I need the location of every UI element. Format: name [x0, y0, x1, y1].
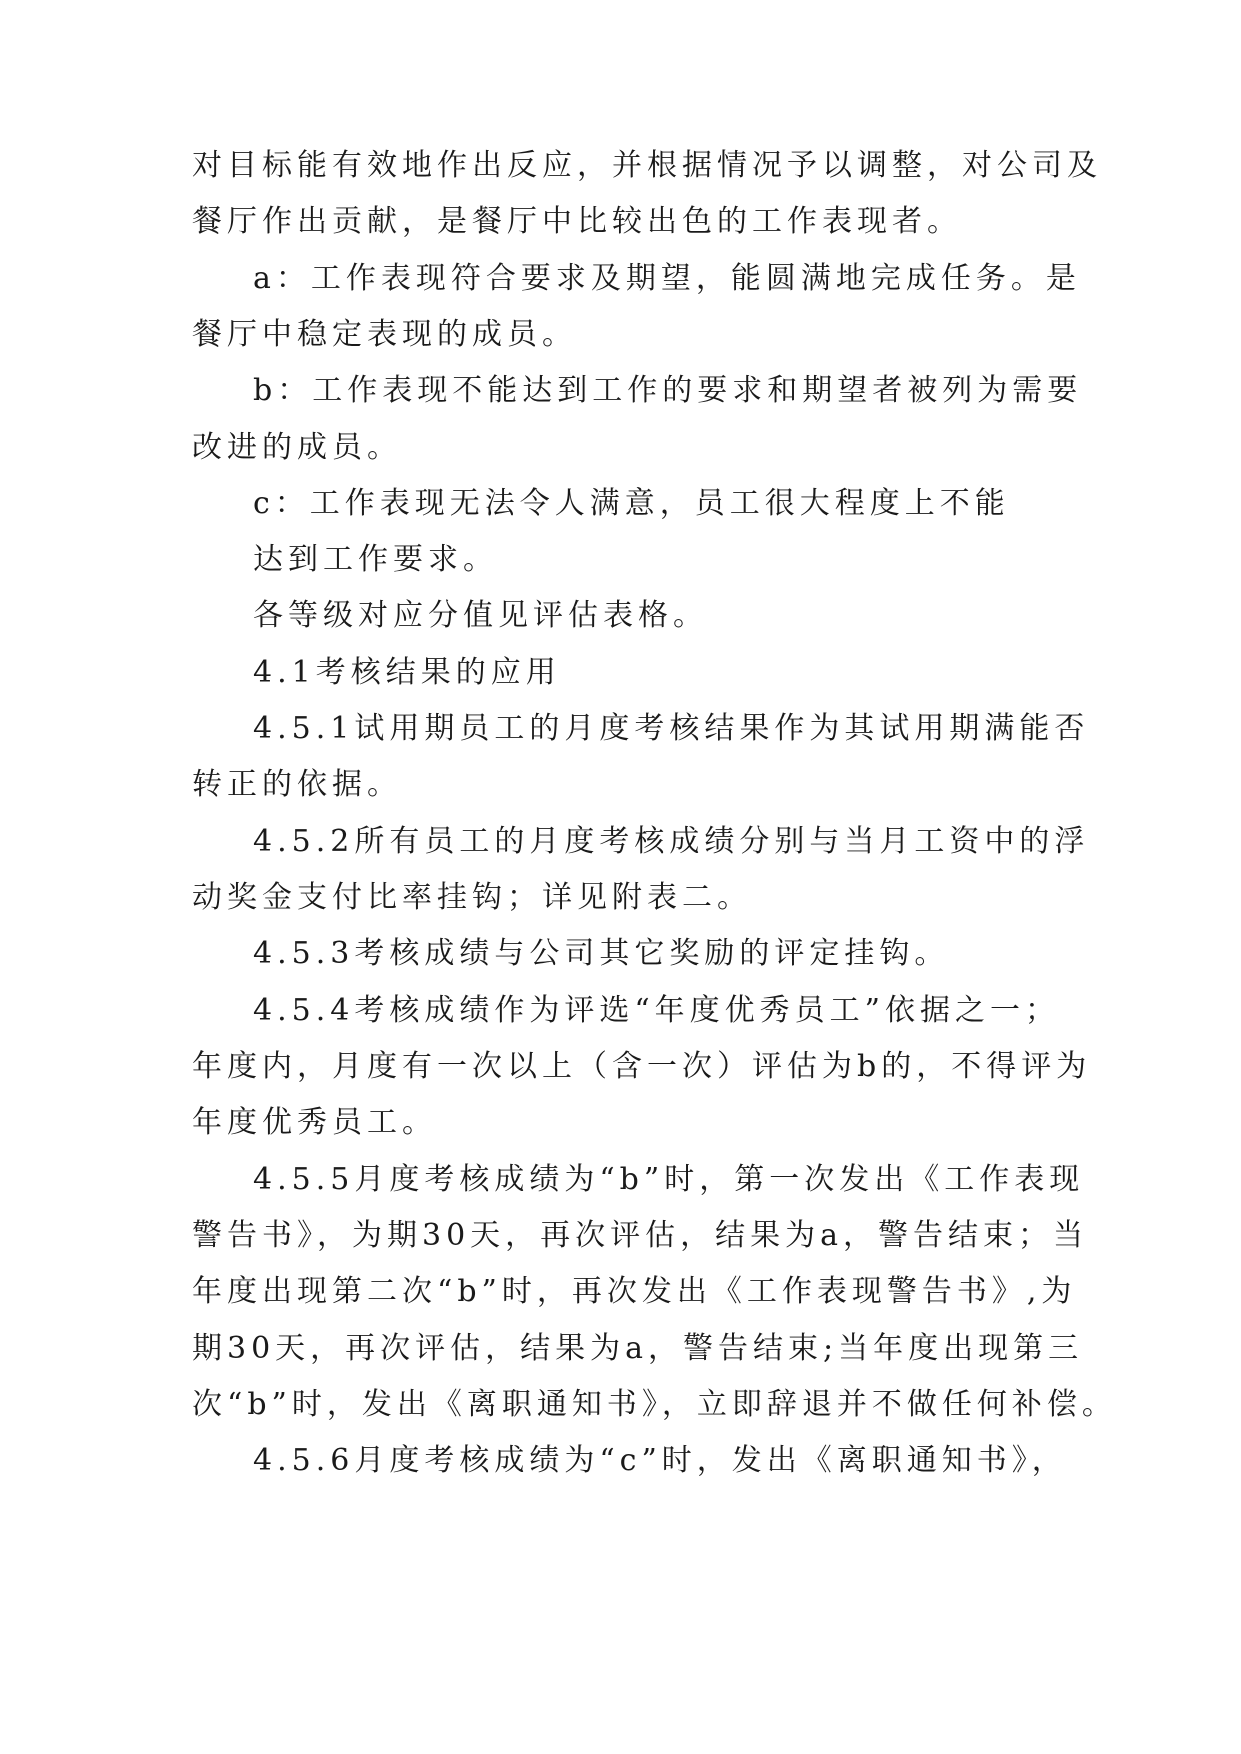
- text-line: 年度出现第二次“b”时，再次发出《工作表现警告书》,为: [192, 1274, 1077, 1309]
- text-line: 年度内，月度有一次以上（含一次）评估为b的，不得评为: [192, 1049, 1092, 1084]
- text-line: 4.5.2所有员工的月度考核成绩分别与当月工资中的浮: [253, 824, 1090, 859]
- text-line: a：工作表现符合要求及期望，能圆满地完成任务。是: [253, 261, 1081, 296]
- text-line: 各等级对应分值见评估表格。: [253, 598, 708, 633]
- section-heading: 4.1考核结果的应用: [253, 655, 561, 690]
- text-line: 动奖金支付比率挂钩；详见附表二。: [192, 880, 752, 915]
- text-line: 期30天，再次评估，结果为a，警告结束;当年度出现第三: [192, 1331, 1084, 1366]
- text-line: c：工作表现无法令人满意，员工很大程度上不能: [253, 486, 1010, 521]
- text-line: 4.5.1试用期员工的月度考核结果作为其试用期满能否: [253, 711, 1090, 746]
- text-line: 4.5.5月度考核成绩为“b”时，第一次发出《工作表现: [253, 1162, 1085, 1197]
- text-line: b：工作表现不能达到工作的要求和期望者被列为需要: [253, 373, 1083, 408]
- text-line: 改进的成员。: [192, 430, 402, 465]
- text-line: 4.5.4考核成绩作为评选“年度优秀员工”依据之一；: [253, 993, 1061, 1028]
- text-line: 年度优秀员工。: [192, 1105, 437, 1140]
- text-line: 达到工作要求。: [253, 542, 498, 577]
- text-line: 餐厅作出贡献，是餐厅中比较出色的工作表现者。: [192, 204, 962, 239]
- text-line: 4.5.3考核成绩与公司其它奖励的评定挂钩。: [253, 936, 950, 971]
- text-line: 4.5.6月度考核成绩为“c”时，发出《离职通知书》，: [253, 1443, 1067, 1478]
- text-line: 次“b”时，发出《离职通知书》，立即辞退并不做任何补偿。: [192, 1387, 1117, 1422]
- text-line: 餐厅中稳定表现的成员。: [192, 317, 577, 352]
- text-line: 警告书》，为期30天，再次评估，结果为a，警告结束；当: [192, 1218, 1089, 1253]
- text-line: 对目标能有效地作出反应，并根据情况予以调整，对公司及: [192, 148, 1102, 183]
- text-line: 转正的依据。: [192, 767, 402, 802]
